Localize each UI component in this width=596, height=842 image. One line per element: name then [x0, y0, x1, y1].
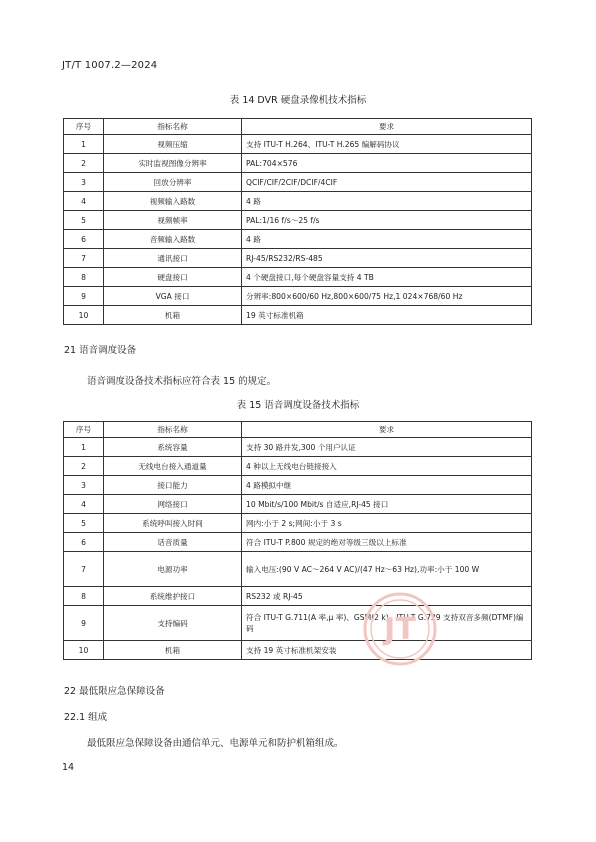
cell-requirement: 4 路 — [242, 192, 532, 211]
cell-no: 6 — [64, 230, 104, 249]
table-row — [64, 306, 532, 325]
cell-requirement: 支持 ITU-T H.264、ITU-T H.265 编解码协议 — [242, 135, 532, 154]
jt-watermark-stamp — [362, 591, 438, 667]
table-row — [64, 230, 532, 249]
cell-requirement: PAL:1/16 f/s～25 f/s — [242, 211, 532, 230]
table-row — [64, 641, 532, 660]
column-header: 指标名称 — [104, 422, 242, 438]
column-header: 要求 — [242, 422, 532, 438]
cell-requirement: QCIF/CIF/2CIF/DCIF/4CIF — [242, 173, 532, 192]
table-header-row — [64, 119, 532, 135]
cell-indicator: 实时监视图像分辨率 — [104, 154, 242, 173]
column-header: 序号 — [64, 422, 104, 438]
section-21-paragraph: 语音调度设备技术指标应符合表 15 的规定。 — [87, 376, 277, 387]
cell-requirement: 支持 19 英寸标准机架安装 — [242, 641, 532, 660]
column-header: 要求 — [242, 119, 532, 135]
cell-requirement: PAL:704×576 — [242, 154, 532, 173]
cell-no: 9 — [64, 606, 104, 641]
cell-indicator: 电源功率 — [104, 552, 242, 587]
cell-no: 5 — [64, 514, 104, 533]
table-row — [64, 533, 532, 552]
table-row — [64, 587, 532, 606]
table-14 — [63, 118, 532, 325]
cell-requirement: 网内:小于 2 s;网间:小于 3 s — [242, 514, 532, 533]
cell-requirement: 4 个硬盘接口,每个硬盘容量支持 4 TB — [242, 268, 532, 287]
cell-indicator: 硬盘接口 — [104, 268, 242, 287]
cell-no: 4 — [64, 192, 104, 211]
table-row — [64, 457, 532, 476]
table-row — [64, 438, 532, 457]
cell-no: 6 — [64, 533, 104, 552]
cell-requirement: 符合 ITU-T G.711(A 率,μ 率)、GSM(2 k)、ITU-T G.729 支持双音多频(DTMF)编码 — [242, 606, 532, 641]
cell-indicator: 接口能力 — [104, 476, 242, 495]
table-row — [64, 476, 532, 495]
cell-requirement: 19 英寸标准机箱 — [242, 306, 532, 325]
cell-indicator: 回放分辨率 — [104, 173, 242, 192]
stamp-logo-text: JT — [384, 612, 416, 647]
cell-requirement: 符合 ITU-T P.800 规定的绝对等级三级以上标准 — [242, 533, 532, 552]
cell-indicator: 视频输入路数 — [104, 192, 242, 211]
cell-no: 8 — [64, 587, 104, 606]
cell-requirement: RJ-45/RS232/RS-485 — [242, 249, 532, 268]
column-header: 指标名称 — [104, 119, 242, 135]
cell-indicator: 机箱 — [104, 641, 242, 660]
section-22-heading: 22 最低限应急保障设备 — [64, 686, 165, 697]
table-row — [64, 192, 532, 211]
cell-no: 8 — [64, 268, 104, 287]
cell-indicator: 支持编码 — [104, 606, 242, 641]
cell-requirement: 4 路 — [242, 230, 532, 249]
cell-no: 2 — [64, 154, 104, 173]
cell-no: 2 — [64, 457, 104, 476]
table-row — [64, 154, 532, 173]
cell-no: 4 — [64, 495, 104, 514]
cell-requirement: 4 路模拟中继 — [242, 476, 532, 495]
cell-no: 1 — [64, 438, 104, 457]
cell-requirement: 支持 30 路并发,300 个用户认证 — [242, 438, 532, 457]
cell-indicator: 视频帧率 — [104, 211, 242, 230]
table-row — [64, 606, 532, 641]
cell-indicator: 系统维护接口 — [104, 587, 242, 606]
cell-no: 7 — [64, 552, 104, 587]
cell-requirement: 4 种以上无线电台链接接入 — [242, 457, 532, 476]
cell-no: 7 — [64, 249, 104, 268]
cell-no: 5 — [64, 211, 104, 230]
cell-no: 3 — [64, 173, 104, 192]
cell-indicator: 视频压缩 — [104, 135, 242, 154]
cell-indicator: 音频输入路数 — [104, 230, 242, 249]
cell-indicator: 系统容量 — [104, 438, 242, 457]
table-row — [64, 495, 532, 514]
cell-requirement: 分辨率:800×600/60 Hz,800×600/75 Hz,1 024×768/60 Hz — [242, 287, 532, 306]
cell-indicator: 机箱 — [104, 306, 242, 325]
column-header: 序号 — [64, 119, 104, 135]
cell-indicator: 话音质量 — [104, 533, 242, 552]
table-header-row — [64, 422, 532, 438]
table-row — [64, 135, 532, 154]
table-14-caption: 表 14 DVR 硬盘录像机技术指标 — [229, 95, 367, 106]
cell-no: 3 — [64, 476, 104, 495]
section-21-heading: 21 语音调度设备 — [64, 345, 137, 356]
table-row — [64, 249, 532, 268]
cell-no: 10 — [64, 641, 104, 660]
cell-indicator: 无线电台接入通道量 — [104, 457, 242, 476]
cell-requirement: RS232 或 RJ-45 — [242, 587, 532, 606]
section-22-1-paragraph: 最低限应急保障设备由通信单元、电源单元和防护机箱组成。 — [87, 738, 344, 749]
cell-requirement: 10 Mbit/s/100 Mbit/s 自适应,RJ-45 接口 — [242, 495, 532, 514]
table-row — [64, 211, 532, 230]
cell-indicator: 通讯接口 — [104, 249, 242, 268]
cell-no: 10 — [64, 306, 104, 325]
cell-indicator: 系统呼叫接入时间 — [104, 514, 242, 533]
table-row — [64, 173, 532, 192]
document-code: JT/T 1007.2—2024 — [62, 60, 158, 71]
page-number: 14 — [62, 762, 75, 773]
table-row — [64, 287, 532, 306]
table-15-caption: 表 15 语音调度设备技术指标 — [236, 400, 360, 411]
cell-no: 1 — [64, 135, 104, 154]
table-row — [64, 514, 532, 533]
cell-no: 9 — [64, 287, 104, 306]
cell-indicator: VGA 接口 — [104, 287, 242, 306]
section-22-1-heading: 22.1 组成 — [64, 712, 108, 723]
cell-indicator: 网络接口 — [104, 495, 242, 514]
table-row — [64, 268, 532, 287]
cell-requirement: 输入电压:(90 V AC～264 V AC)/(47 Hz～63 Hz),功率:小于 100 W — [242, 552, 532, 587]
table-row — [64, 552, 532, 587]
table-15 — [63, 421, 532, 660]
